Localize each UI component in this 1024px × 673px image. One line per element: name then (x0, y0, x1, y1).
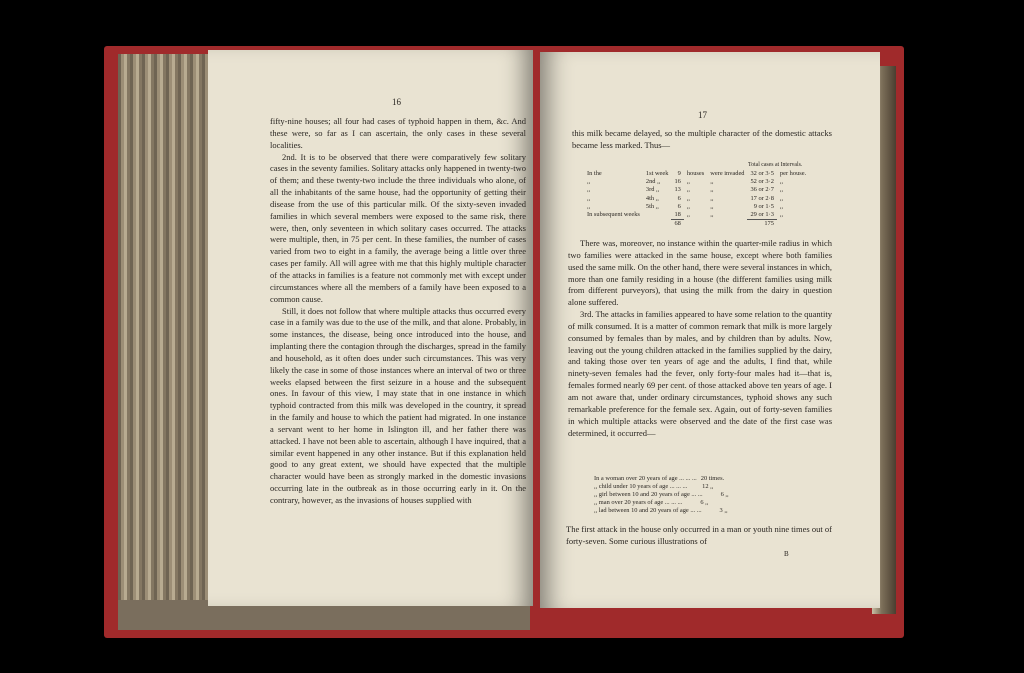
table-cell (684, 220, 707, 229)
table-row (584, 203, 809, 211)
table-cell: 6 (677, 194, 681, 202)
list-label: ,, girl between 10 and 20 years of age ... ... (594, 491, 703, 499)
list-value: 6 ,, (700, 499, 709, 507)
table-cell: ,, (710, 211, 714, 219)
signature-mark: B (784, 550, 789, 558)
table-cell (777, 220, 809, 229)
table-total-row (584, 220, 809, 229)
page-number-right: 17 (698, 110, 707, 120)
table-cell: In the (587, 170, 602, 177)
paragraph: There was, moreover, no instance within the quarter-mile radius in which two families were attacked in the same house, except where both families used the same milk. On the other hand, there were several instances in which, more than one family residing in a house (the different families using milk from different purveyors), that using the milk from the dairy in question alone suffered. (568, 238, 832, 308)
paragraph: The first attack in the house only occurred in a man or youth nine times out of forty-seven. Some curious illustrations of (566, 524, 832, 546)
table-cell: houses (686, 170, 705, 177)
table-cell: 1st week (645, 170, 669, 177)
list-label: In a woman over 20 years of age ... ... ... (594, 475, 697, 482)
right-page-text (568, 238, 832, 439)
list-value: 20 times. (700, 475, 725, 482)
table-cell: ,, (779, 211, 784, 219)
table-cell: ,, (779, 202, 784, 210)
table-cell: 13 (674, 186, 681, 194)
table-cell: 36 or 2·7 (750, 186, 774, 194)
list-label: ,, lad between 10 and 20 years of age ... ... (594, 507, 702, 515)
table-cell: per house. (779, 170, 807, 177)
table-cell: ,, (686, 211, 691, 219)
table-cell: 9 (677, 170, 681, 177)
table-cell: ,, (587, 186, 591, 194)
list-label: ,, man over 20 years of age ... ... ... (594, 499, 683, 507)
intro-text (572, 128, 832, 152)
table-cell: ,, (587, 194, 591, 202)
list-label: ,, child under 10 years of age ... ... ... (594, 483, 688, 491)
list-item (594, 475, 729, 483)
left-page-text (270, 116, 526, 507)
list-value: 3 ,, (719, 507, 728, 515)
table-cell (643, 220, 672, 229)
table-cell: 3rd ,, (645, 186, 660, 194)
table-total: 68 (671, 220, 683, 229)
paragraph: this milk became delayed, so the multiple character of the domestic attacks became less marked. Thus— (572, 128, 832, 150)
table-cell: In subsequent weeks (587, 211, 640, 219)
table-cell: were invaded (710, 170, 745, 177)
table-header: Total cases at Intervals. (748, 162, 803, 168)
closing-text (566, 524, 832, 548)
left-page (208, 50, 533, 606)
table-row (584, 211, 809, 220)
table-cell: 17 or 2·8 (750, 194, 774, 202)
table-cell: 4th ,, (645, 194, 659, 202)
paragraph: fifty-nine houses; all four had cases of typhoid happen in them, &c. And these were, so far as I can ascertain, the only cases in these several localities. (270, 116, 526, 150)
paragraph: 3rd. The attacks in families appeared to have some relation to the quantity of milk consumed. It is a matter of common remark that milk is more largely consumed by females than by males, and by children than by adults. Now, leaving out the young children attacked in the families supplied by the dairy, and taking those over ten years of age and the adults, I find that, while ninety-seven females had the fever, only forty-four males had it—that is, females formed nearly 69 per cent. of those attacked above ten years of age. I am not aware that, under ordinary circumstances, typhoid shows any such remarkable preference for the female sex. Again, out of forty-seven families in which multiple attacks were observed and the date of the first case was determined, it occurred— (568, 309, 832, 438)
table-cell: 2nd ,, (645, 178, 661, 186)
table-cell (707, 220, 747, 229)
table-cell: ,, (587, 178, 591, 186)
table-cell: 18 (674, 211, 681, 219)
table-cell: ,, (686, 202, 691, 210)
list-item (594, 499, 729, 507)
page-edges-left (118, 54, 216, 629)
table-cell: ,, (710, 194, 714, 202)
table-row (584, 186, 809, 194)
list-item (594, 483, 729, 491)
table-cell: ,, (710, 186, 714, 194)
table-cell: 16 (674, 178, 681, 186)
table-cell: ,, (686, 194, 691, 202)
table-total: 175 (747, 220, 776, 229)
paragraph: 2nd. It is to be observed that there were comparatively few solitary cases in the seventy families. Solitary attacks only happened in twenty-two of them; and these twenty-two include the three individuals who alone, of all the inhabitants of the same house, had the opportunity of getting their disease from the use of this particular milk. Of the sixty-seven invaded families in which several members were exposed to the same risk, there were, then, only seventeen in which solitary cases occurred. The attacks were multiple, then, in 75 per cent. In these families, the number of cases varied from two to eight in a family, the average being a little over three cases per family. All will agree with me that this highly multiple character of the attacks in families is a feature not commonly met with except under circumstances where all the members of a family have been exposed to a common cause. (270, 151, 526, 304)
first-case-list (594, 475, 729, 515)
table-cell: ,, (686, 178, 691, 186)
table-cell: ,, (710, 178, 714, 186)
table-cell: ,, (587, 202, 591, 210)
table-cell: ,, (779, 186, 784, 194)
list-item (594, 507, 729, 515)
table-cell (584, 220, 643, 229)
list-value: 12 ,, (702, 483, 714, 491)
attack-table (584, 170, 809, 228)
table-cell: 5th ,, (645, 202, 659, 210)
list-value: 6 ,, (720, 491, 729, 499)
table-cell: ,, (779, 194, 784, 202)
table-cell (643, 211, 672, 220)
table-row (584, 170, 809, 178)
table-row (584, 178, 809, 186)
table-cell: 32 or 3·5 (750, 170, 774, 177)
right-page (540, 52, 880, 608)
paragraph: Still, it does not follow that where multiple attacks thus occurred every case in a family was due to the use of the milk, and that alone. Probably, in some instances, the disease, being once introduced into the house, and implanting there the contagion through the discharges, spread in the family and household, as it often does under such circumstances. This was very likely the case in some of those instances where an interval of two or three weeks elapsed between the first seizure in a house and the subsequent ones. In favour of this view, I may state that in one instance in which typhoid contracted from this milk was developed in the country, it spread in the family and house to which the patient had migrated. In one instance a servant went to her home in Islington ill, and her father there was attacked. I have not been able to ascertain, although I have inquired, that a similar event happened in any other instance. But if this explanation held good to any great extent, we should have expected that the multiple character would have been as strongly marked in the domestic invasions occurring late in the outbreak as in those occurring early in it. On the contrary, however, as the invasions of houses supplied with (270, 305, 526, 505)
page-number-left: 16 (392, 97, 401, 107)
table-cell: ,, (710, 202, 714, 210)
table-cell: 52 or 3·2 (750, 178, 774, 186)
table-cell: ,, (686, 186, 691, 194)
table-cell: ,, (779, 178, 784, 186)
table-cell: 6 (677, 202, 681, 210)
table-row (584, 195, 809, 203)
table-cell: 9 or 1·5 (753, 202, 774, 210)
list-item (594, 491, 729, 499)
table-cell: 29 or 1·3 (750, 211, 774, 219)
